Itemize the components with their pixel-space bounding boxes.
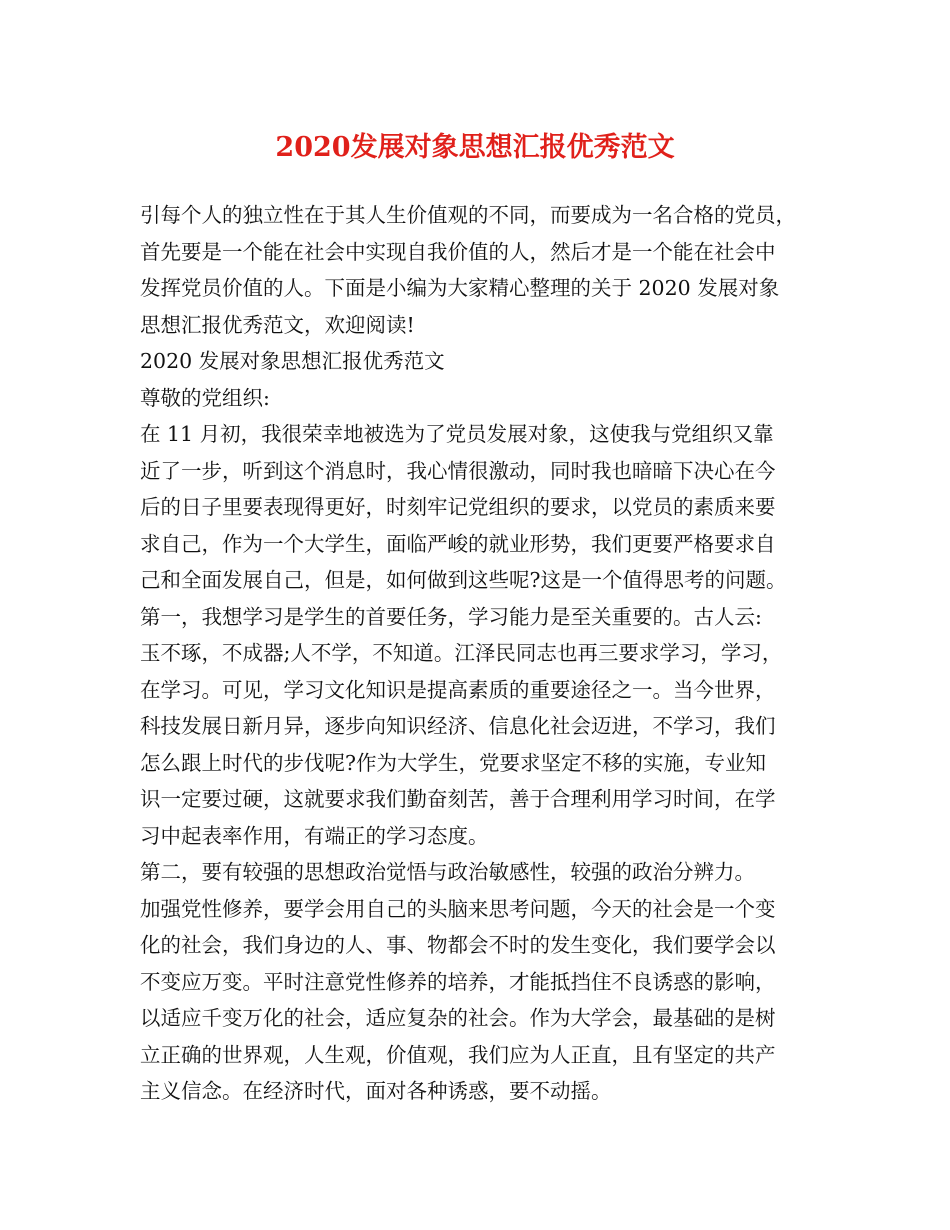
text-line: 科技发展日新月异，逐步向知识经济、信息化社会迈进，不学习，我们 — [140, 714, 776, 738]
text-line: 第二，要有较强的思想政治觉悟与政治敏感性，较强的政治分辨力。 — [140, 860, 755, 884]
text-line: 求自己，作为一个大学生，面临严峻的就业形势，我们更要严格要求自 — [140, 531, 776, 556]
text-line: 以适应千变万化的社会，适应复杂的社会。作为大学会，最基础的是树 — [140, 1006, 776, 1030]
text-line: 后的日子里要表现得更好，时刻牢记党组织的要求，以党员的素质来要 — [140, 495, 776, 519]
text-line: 思想汇报优秀范文，欢迎阅读! — [140, 312, 415, 337]
text-line: 习中起表率作用，有端正的学习态度。 — [140, 823, 489, 848]
text-line: 主义信念。在经济时代，面对各种诱惑，要不动摇。 — [140, 1079, 612, 1103]
text-line: 不变应万变。平时注意党性修养的培养，才能抵挡住不良诱惑的影响， — [140, 969, 776, 994]
text-line: 己和全面发展自己，但是，如何做到这些呢?这是一个值得思考的问题。 — [140, 568, 787, 592]
text-line: 识一定要过硬，这就要求我们勤奋刻苦，善于合理利用学习时间，在学 — [140, 787, 776, 811]
text-line: 怎么跟上时代的步伐呢?作为大学生，党要求坚定不移的实施，专业知 — [140, 750, 766, 775]
section-heading-line: 2020 发展对象思想汇报优秀范文 — [140, 349, 445, 373]
text-line: 加强党性修养，要学会用自己的头脑来思考问题，今天的社会是一个变 — [140, 896, 776, 921]
document-title: 2020发展对象思想汇报优秀范文 — [275, 132, 675, 163]
text-line: 化的社会，我们身边的人、事、物都会不时的发生变化，我们要学会以 — [140, 933, 776, 957]
text-line: 玉不琢，不成器;人不学，不知道。江泽民同志也再三要求学习，学习， — [140, 641, 783, 665]
text-line: 在学习。可见，学习文化知识是提高素质的重要途径之一。当今世界， — [140, 677, 776, 702]
text-line: 在 11 月初，我很荣幸地被选为了党员发展对象，这使我与党组织又靠 — [140, 422, 774, 446]
text-line: 近了一步，听到这个消息时，我心情很激动，同时我也暗暗下决心在今 — [140, 458, 776, 483]
document-body — [140, 197, 820, 1110]
text-line: 立正确的世界观，人生观，价值观，我们应为人正直，且有坚定的共产 — [140, 1042, 776, 1067]
text-line: 发挥党员价值的人。下面是小编为大家精心整理的关于 2020 发展对象 — [140, 276, 780, 300]
text-line: 第一，我想学习是学生的首要任务，学习能力是至关重要的。古人云: — [140, 604, 762, 629]
text-line: 引每个人的独立性在于其人生价值观的不同，而要成为一名合格的党员， — [140, 203, 796, 227]
text-line: 首先要是一个能在社会中实现自我价值的人，然后才是一个能在社会中 — [140, 239, 776, 264]
salutation-line: 尊敬的党组织: — [140, 385, 270, 410]
